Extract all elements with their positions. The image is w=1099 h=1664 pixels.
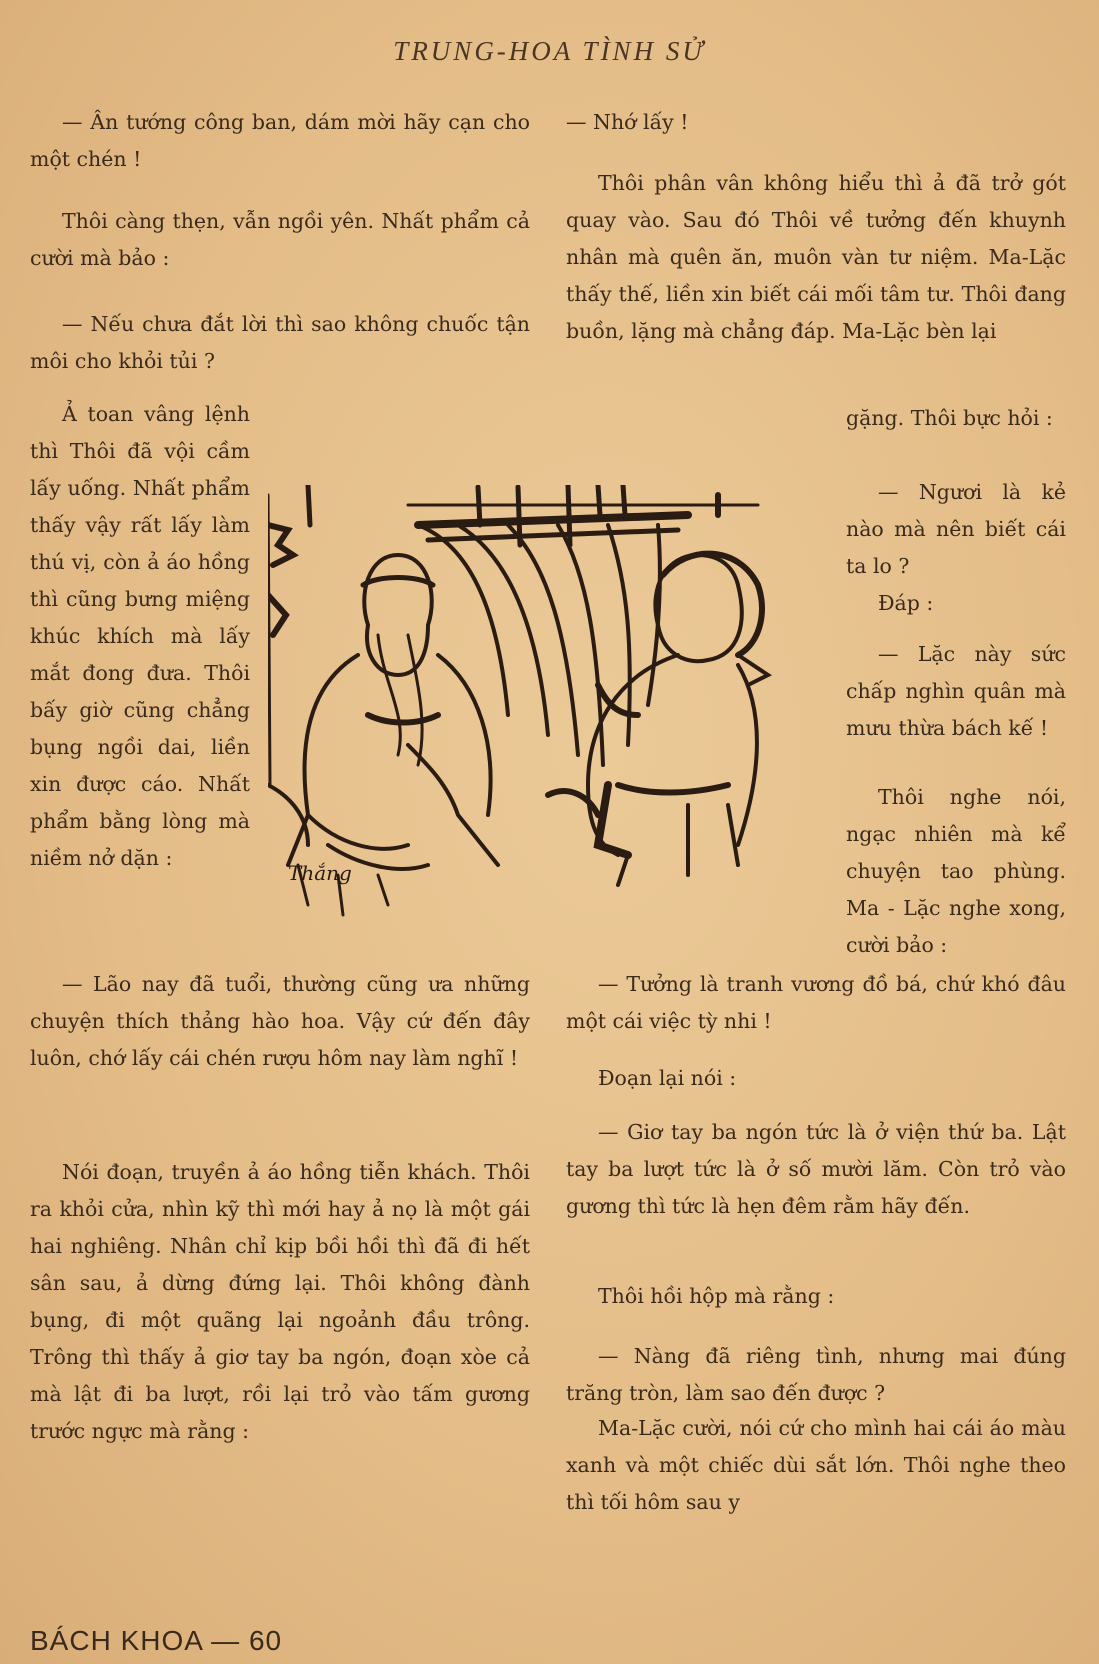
left-paragraph-2: Thôi càng thẹn, vẫn ngồi yên. Nhất phẩm cả cười mà bảo : <box>30 209 530 270</box>
right-paragraph-9: — Giơ tay ba ngón tức là ở viện thứ ba. Lật tay ba lượt tức là ở số mười lăm. Còn trỏ vào gương thì tức là hẹn đêm rằm hãy đến. <box>566 1120 1066 1218</box>
footer-magazine-name: BÁCH KHOA <box>30 1625 203 1656</box>
footer-page-number: 60 <box>248 1625 283 1656</box>
right-paragraph-8: Đoạn lại nói : <box>598 1066 737 1090</box>
right-paragraph-7: — Tưởng là tranh vương đồ bá, chứ khó đâu một cái việc tỳ nhi ! <box>566 972 1066 1033</box>
right-paragraph-4: Đáp : <box>878 591 934 615</box>
right-paragraph-1: — Nhớ lấy ! <box>566 110 689 134</box>
left-paragraph-6: Nói đoạn, truyền ả áo hồng tiễn khách. Thôi ra khỏi cửa, nhìn kỹ thì mới hay ả nọ là một gái hai nghiêng. Nhân chỉ kịp bồi hồi thì đã đi hết sân sau, ả dừng đứng lại. Thôi không đành bụng, đi một quãng lại ngoảnh đầu trông. Trông thì thấy ả giơ tay ba ngón, đoạn xòe cả mà lật đi ba lượt, rồi lại trỏ vào tấm gương trước ngực mà rằng : <box>30 1160 530 1443</box>
right-paragraph-6: Thôi nghe nói, ngạc nhiên mà kể chuyện tao phùng. Ma - Lặc nghe xong, cười bảo : <box>846 785 1066 957</box>
right-paragraph-5: — Lặc này sức chấp nghìn quân mà mưu thừa bách kế ! <box>846 642 1066 740</box>
right-paragraph-10: Thôi hồi hộp mà rằng : <box>598 1284 835 1308</box>
left-paragraph-5: — Lão nay đã tuổi, thường cũng ưa những chuyện thích thảng hào hoa. Vậy cứ đến đây luôn, chớ lấy cái chén rượu hôm nay làm nghĩ ! <box>30 972 530 1070</box>
woodcut-illustration <box>268 485 828 955</box>
left-paragraph-3: — Nếu chưa đắt lời thì sao không chuốc tận môi cho khỏi tủi ? <box>30 312 530 373</box>
page-footer <box>30 1625 282 1657</box>
right-paragraph-2-narrow: gặng. Thôi bực hỏi : <box>846 406 1053 430</box>
right-paragraph-3: — Ngươi là kẻ nào mà nên biết cái ta lo ? <box>846 480 1066 578</box>
illustration-signature: Thắng <box>288 861 352 885</box>
left-paragraph-4: Ả toan vâng lệnh thì Thôi đã vội cầm lấy uống. Nhất phẩm thấy vậy rất lấy làm thú vị, còn ả áo hồng thì cũng bưng miệng khúc khích mà lấy mắt đong đưa. Thôi bấy giờ cũng chẳng bụng ngồi dai, liền xin được cáo. Nhất phẩm bằng lòng mà niềm nở dặn : <box>30 402 250 870</box>
running-header: TRUNG-HOA TÌNH SỬ <box>393 36 706 66</box>
right-paragraph-2-full: Thôi phân vân không hiểu thì ả đã trở gót quay vào. Sau đó Thôi về tưởng đến khuynh nhân mà quên ăn, muôn vàn tư niệm. Ma-Lặc thấy thế, liền xin biết cái mối tâm tư. Thôi đang buồn, lặng mà chẳng đáp. Ma-Lặc bèn lại <box>566 171 1066 343</box>
right-paragraph-12: Ma-Lặc cười, nói cứ cho mình hai cái áo màu xanh và một chiếc dùi sắt lớn. Thôi nghe theo thì tối hôm sau y <box>566 1416 1066 1514</box>
right-paragraph-11: — Nàng đã riêng tình, nhưng mai đúng trăng tròn, làm sao đến được ? <box>566 1344 1066 1405</box>
footer-separator: — <box>211 1625 241 1656</box>
left-paragraph-1: — Ân tướng công ban, dám mời hãy cạn cho một chén ! <box>30 110 530 171</box>
